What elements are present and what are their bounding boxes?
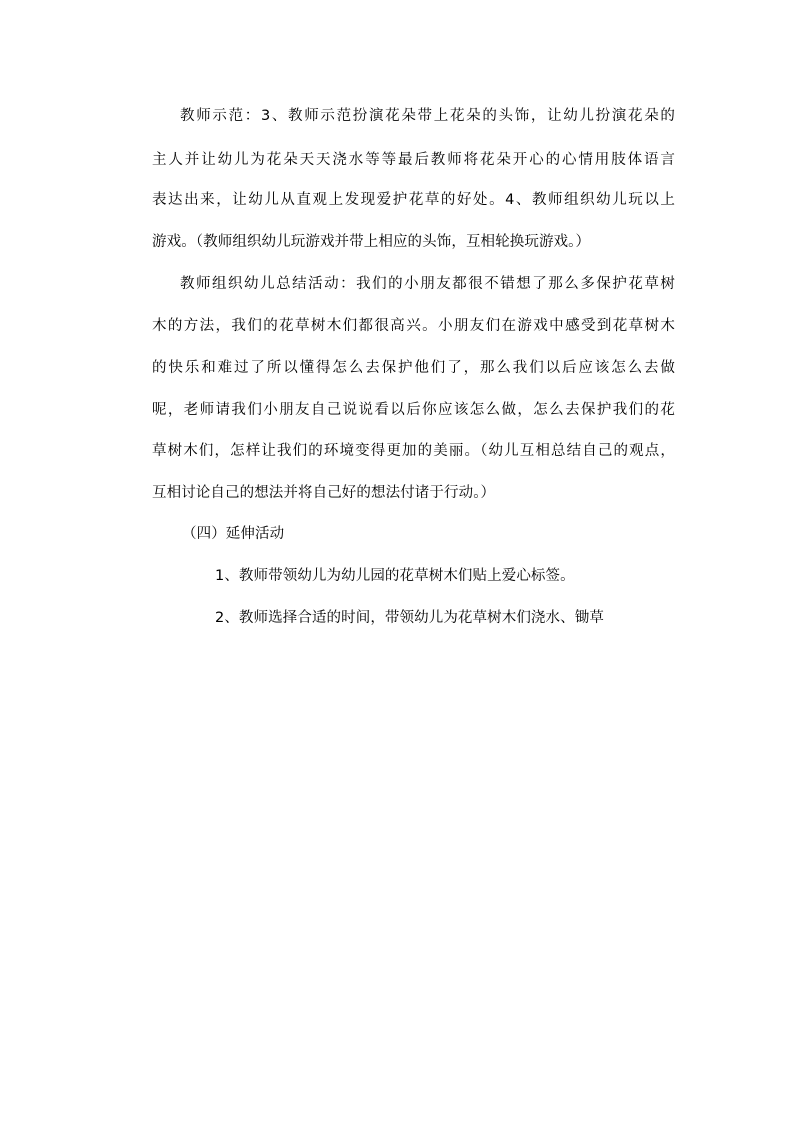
paragraph-2-line-5: 草树木们，怎样让我们的环境变得更加的美丽。（幼儿互相总结自己的观点，	[152, 443, 675, 459]
section-heading: （四）延伸活动	[182, 526, 285, 542]
paragraph-1-line-4: 游戏。（教师组织幼儿玩游戏并带上相应的头饰，互相轮换玩游戏。）	[152, 234, 591, 250]
paragraph-2-line-6: 互相讨论自己的想法并将自己好的想法付诸于行动。）	[152, 485, 496, 501]
paragraph-1-line-1: 教师示范：3、教师示范扮演花朵带上花朵的头饰，让幼儿扮演花朵的	[180, 108, 675, 124]
paragraph-1-line-3: 表达出来，让幼儿从直观上发现爱护花草的好处。4、教师组织幼儿玩以上	[152, 192, 675, 208]
paragraph-2-line-4: 呢，老师请我们小朋友自己说说看以后你应该怎么做，怎么去保护我们的花	[152, 402, 675, 418]
list-item: 1、教师带领幼儿为幼儿园的花草树木们贴上爱心标签。	[215, 568, 575, 584]
paragraph-2-line-3: 的快乐和难过了所以懂得怎么去保护他们了，那么我们以后应该怎么去做	[152, 360, 675, 376]
paragraph-2-line-1: 教师组织幼儿总结活动：我们的小朋友都很不错想了那么多保护花草树	[180, 276, 675, 292]
paragraph-2-line-2: 木的方法，我们的花草树木们都很高兴。小朋友们在游戏中感受到花草树木	[152, 318, 675, 334]
list-item: 2、教师选择合适的时间，带领幼儿为花草树木们浇水、锄草	[215, 610, 604, 626]
paragraph-1-line-2: 主人并让幼儿为花朵天天浇水等等最后教师将花朵开心的心情用肢体语言	[152, 152, 675, 168]
